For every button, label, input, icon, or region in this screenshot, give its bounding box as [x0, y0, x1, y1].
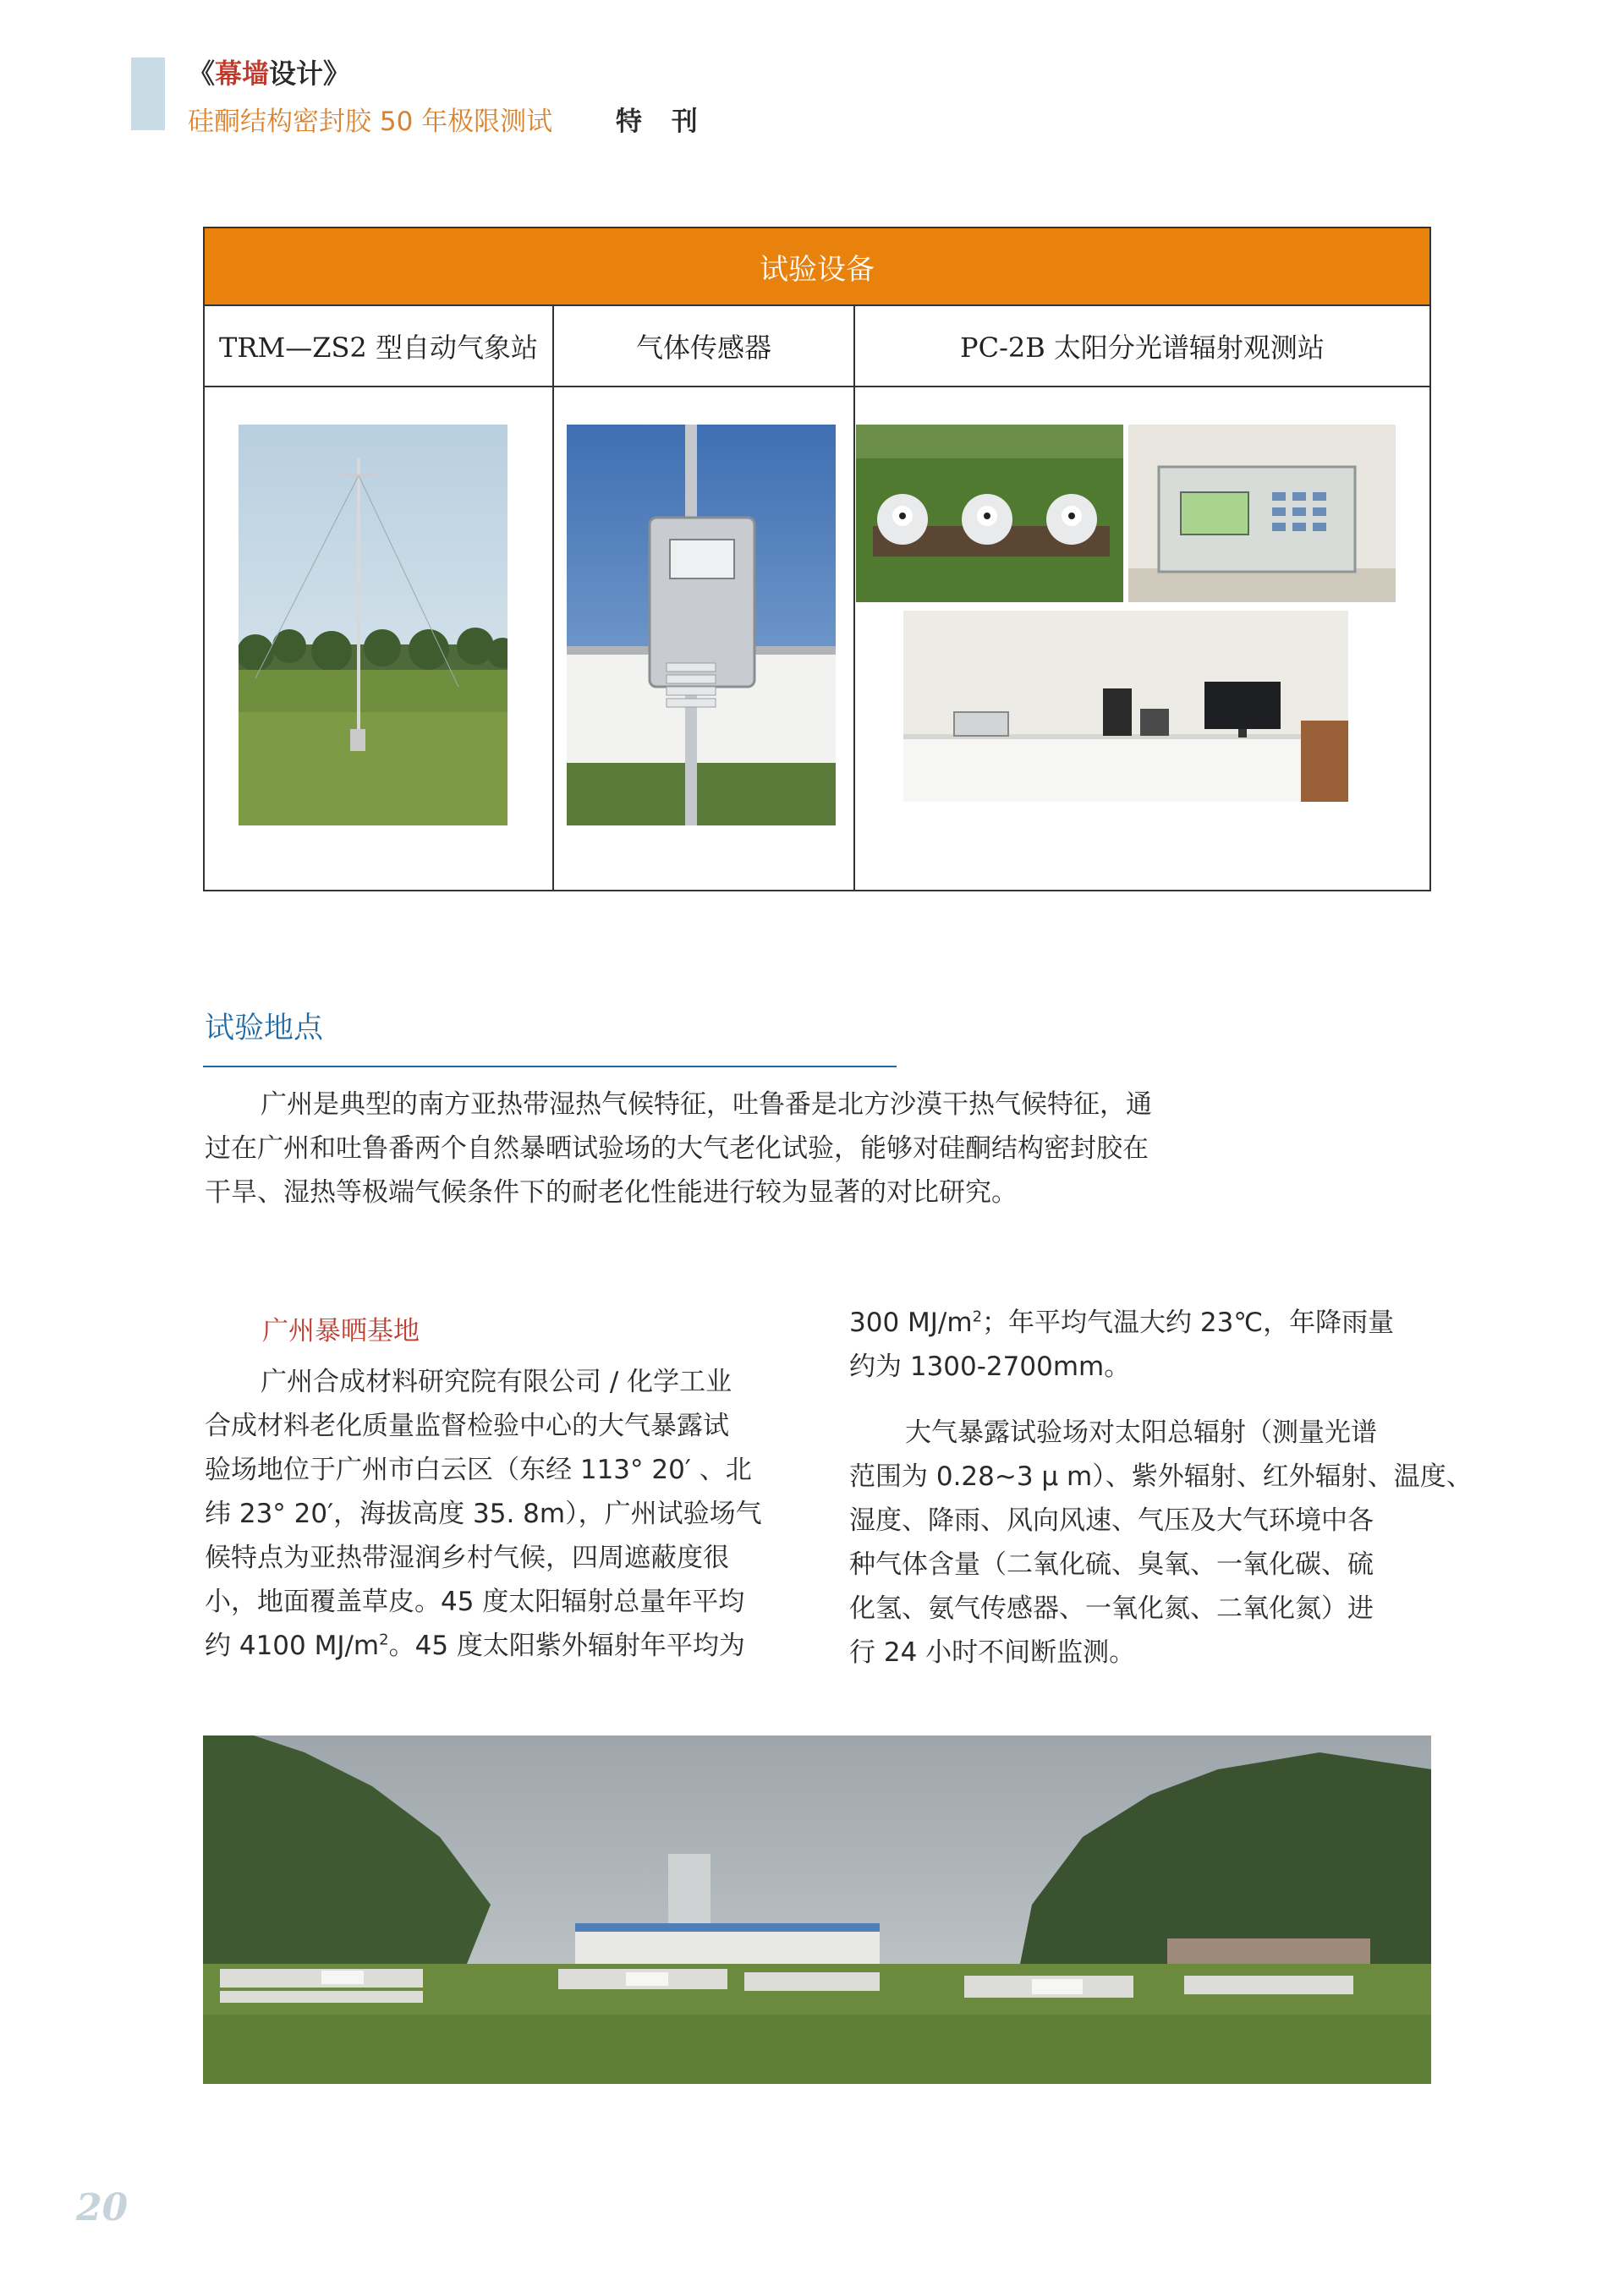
body-line: 纬 23° 20′，海拔高度 35. 8m），广州试验场气	[205, 1499, 762, 1529]
body-line: 验场地位于广州市白云区（东经 113° 20′ 、北	[205, 1455, 752, 1485]
exposure-site-photo	[203, 1735, 1431, 2084]
section-divider	[203, 1066, 897, 1067]
body-line: 湿度、降雨、风向风速、气压及大气环境中各	[849, 1505, 1374, 1536]
body-line: 300 $MJ/m^2$；年平均气温大约 23℃，年降雨量	[849, 1308, 1395, 1338]
intro-line: 干旱、湿热等极端气候条件下的耐老化性能进行较为显著的对比研究。	[205, 1177, 1018, 1208]
section-title: 试验地点	[205, 1012, 324, 1045]
intro-line: 过在广州和吐鲁番两个自然暴晒试验场的大气老化试验，能够对硅酮结构密封胶在	[205, 1133, 1149, 1164]
table-divider	[552, 306, 554, 890]
gas-sensor-photo	[567, 425, 836, 825]
special-issue-label: 特 刊	[616, 107, 708, 137]
spectral-controller-photo	[1128, 425, 1396, 602]
column-weather-station: TRM—ZS2 型自动气象站	[219, 332, 538, 364]
body-line: 广州合成材料研究院有限公司 / 化学工业	[261, 1367, 732, 1397]
table-divider	[853, 306, 855, 890]
body-line: 范围为 0.28~3 μ m）、紫外辐射、红外辐射、温度、	[849, 1461, 1473, 1492]
equipment-table	[203, 227, 1431, 891]
body-line: 化氢、氨气传感器、一氧化氮、二氧化氮）进	[849, 1593, 1374, 1624]
body-line: 大气暴露试验场对太阳总辐射（测量光谱	[905, 1417, 1377, 1448]
body-line: 小，地面覆盖草皮。45 度太阳辐射总量年平均	[205, 1587, 745, 1617]
issue-subtitle: 硅酮结构密封胶 50 年极限测试	[188, 107, 553, 137]
body-line: 约 4100 $MJ/m^2$。45 度太阳紫外辐射年平均为	[205, 1631, 745, 1661]
body-line: 行 24 小时不间断监测。	[849, 1637, 1136, 1668]
magazine-title: 《幕墙设计》	[188, 58, 351, 90]
header-accent-bar	[131, 58, 165, 130]
body-line: 合成材料老化质量监督检验中心的大气暴露试	[205, 1411, 729, 1441]
body-line: 约为 1300-2700mm。	[849, 1352, 1131, 1382]
radiation-sensors-photo	[856, 425, 1123, 602]
page-number: 20	[76, 2186, 129, 2229]
weather-station-photo	[239, 425, 508, 825]
column-spectral-station: PC-2B 太阳分光谱辐射观测站	[960, 332, 1325, 364]
column-gas-sensor: 气体传感器	[635, 332, 771, 364]
intro-line: 广州是典型的南方亚热带湿热气候特征，吐鲁番是北方沙漠干热气候特征，通	[261, 1089, 1152, 1120]
guangzhou-subtitle: 广州暴晒基地	[262, 1316, 420, 1346]
table-header-row	[205, 306, 1429, 387]
table-title: 试验设备	[205, 228, 1429, 306]
body-line: 候特点为亚热带湿润乡村气候，四周遮蔽度很	[205, 1543, 729, 1573]
control-room-photo	[903, 611, 1348, 802]
body-line: 种气体含量（二氧化硫、臭氧、一氧化碳、硫	[849, 1549, 1374, 1580]
